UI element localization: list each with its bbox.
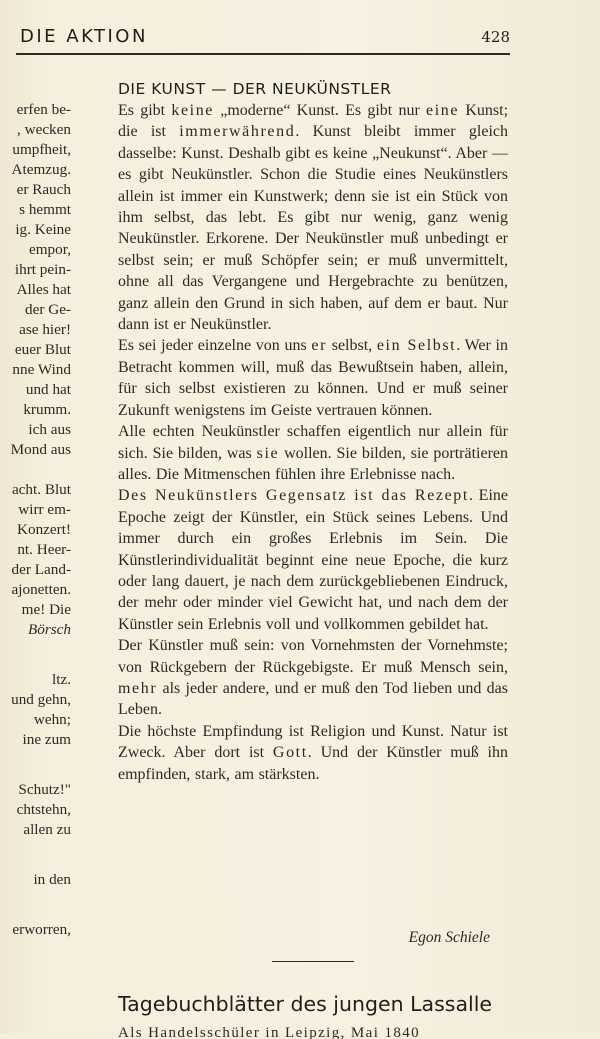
left-column-line: der Land- xyxy=(11,561,71,578)
left-column-line: krumm. xyxy=(23,401,71,418)
paragraph-text: Die höchste Empfindung ist Religion und Kunst. Natur ist Zweck. Aber dort ist xyxy=(118,722,508,762)
emphasized-text: ein Selbst xyxy=(376,337,457,355)
emphasized-text: keine xyxy=(171,102,215,119)
paragraph-text: Alle echten Neukünstler schaffen eigentlich nur allein für sich. Sie bilden, was xyxy=(118,423,508,462)
article-paragraph xyxy=(118,721,508,785)
article-paragraph xyxy=(118,485,508,635)
paragraph-text: Kunst; die ist xyxy=(118,102,509,141)
left-column-line: Atemzug. xyxy=(11,161,71,178)
journal-masthead: DIE AKTION xyxy=(20,26,148,47)
emphasized-text: Gott xyxy=(272,744,308,762)
left-column-line: ltz. xyxy=(52,671,71,688)
left-column-line: nt. Heer- xyxy=(17,541,71,558)
left-column-line: und gehn, xyxy=(11,691,71,708)
left-column-line: ine zum xyxy=(22,731,71,748)
next-article-first-line: Als Handelsschüler in Leipzig, Mai 1840 xyxy=(118,1025,421,1039)
left-column-line: ihrt pein- xyxy=(14,261,71,278)
left-column-line: Mond aus xyxy=(10,441,71,458)
left-column-line: nne Wind xyxy=(12,361,71,378)
left-column-line: euer Blut xyxy=(14,341,71,358)
paragraph-text: als jeder andere, und er muß den Tod lieben und das Leben. xyxy=(118,679,508,719)
left-column-line: und hat xyxy=(25,381,71,398)
article-paragraph xyxy=(118,635,508,721)
section-divider xyxy=(272,961,354,962)
paragraph-text: „moderne“ Kunst. Es gibt nur xyxy=(214,102,427,119)
paragraph-text: . Kunst bleibt immer gleich dasselbe: Kunst. Deshalb gibt es keine „Neukunst“. Aber — es gibt Neukünstler. Schon die Studie eines Neukünstlers allein ist immer ein Kunstwerk; denn sie ist ein Stück von ihm selbst, das lebt. Es gibt nur wenig, ganz wenig Neukünstler. Erkorene. Der Neukünstler muß unbedingt er selbst sein; er muß Schöpfer sein; er muß unvermittelt, ohne all das Vergangene und Hergebrachte zu benützen, ganz allein den Grund in sich haben, auf dem er baut. Nur dann ist er Neukünstler. xyxy=(118,123,508,334)
left-column-line: Schutz!" xyxy=(18,781,71,798)
left-column-line: , wecken xyxy=(17,121,71,138)
left-column-line: wehn; xyxy=(33,711,71,728)
left-column-line: acht. Blut xyxy=(11,481,71,498)
article-body xyxy=(118,100,508,785)
paragraph-text: wollen. Sie bilden, sie porträtieren alles. Die Mitmenschen fühlen ihre Erlebnisse nach. xyxy=(118,444,508,483)
paragraph-text: . Und der Künstler muß ihn empfinden, stark, am stärksten. xyxy=(118,744,508,783)
page-header xyxy=(16,22,510,54)
page-number: 428 xyxy=(481,28,510,46)
left-column-line: erworren, xyxy=(12,921,71,938)
left-column-line: ase hier! xyxy=(19,321,71,338)
article-title: DIE KUNST — DER NEUKÜNSTLER xyxy=(118,80,392,98)
left-column-line: erfen be- xyxy=(16,101,71,118)
left-column-line: Alles hat xyxy=(16,281,71,298)
emphasized-text: sie xyxy=(256,444,280,462)
left-column-fragment xyxy=(0,100,72,1000)
header-rule xyxy=(16,53,510,55)
paragraph-text: Der Künstler muß sein: von Vornehmsten der Vornehmste; von Rückgebern der Rückgebigste. Er muß Mensch sein, xyxy=(118,637,508,676)
emphasized-text: eine xyxy=(426,102,460,119)
left-column-line: ich aus xyxy=(28,421,71,438)
author-signature: Egon Schiele xyxy=(408,929,490,946)
left-column-line: ig. Keine xyxy=(15,221,71,238)
paragraph-text: selbst, xyxy=(327,337,377,355)
left-column-line: umpfheit, xyxy=(12,141,71,158)
paragraph-text: . Eine Epoche zeigt der Künstler, ein Stück seines Lebens. Und immer durch ein großes Erlebnis im Sein. Die Künstlerindividualität beginnt eine neue Epoche, die kurz oder lang dauert, je nach dem zurückgebliebenen Eindruck, der mehr oder minder viel Gewicht hat, und nach dem der Künstler sein Erlebnis voll und vollkommen gebildet hat. xyxy=(118,487,508,633)
left-column-line: allen zu xyxy=(23,821,71,838)
left-column-line: chtstehn, xyxy=(16,801,71,818)
next-article-title: Tagebuchblätter des jungen Lassalle xyxy=(118,992,493,1016)
left-column-line: in den xyxy=(33,871,71,888)
article-paragraph xyxy=(118,335,508,421)
left-column-line: Konzert! xyxy=(17,521,71,538)
emphasized-text: mehr xyxy=(118,679,158,697)
left-column-line: empor, xyxy=(29,241,71,258)
article-paragraph xyxy=(118,421,508,485)
left-column-line: er Rauch xyxy=(16,181,71,198)
left-column-line: Börsch xyxy=(27,621,71,638)
emphasized-text: er xyxy=(311,337,328,355)
paragraph-text: . Wer in Betracht kommen will, muß das Bewußtsein haben, allein, für sich selbst existieren zu können. Und er muß seiner Zukunft wenigstens im Geiste vertrauen können. xyxy=(118,337,508,419)
left-column-line: wirr em- xyxy=(18,501,71,518)
article-neukuenstler xyxy=(118,80,508,785)
paragraph-text: Es gibt xyxy=(118,102,172,119)
article-paragraph xyxy=(118,100,508,335)
emphasized-text: Des Neukünstlers Gegensatz ist das Rezept xyxy=(118,487,469,505)
left-column-line: ajonetten. xyxy=(11,581,71,598)
paragraph-text: Es sei jeder einzelne von uns xyxy=(118,337,312,355)
emphasized-text: immerwährend xyxy=(179,123,296,141)
left-column-line: me! Die xyxy=(21,601,71,618)
left-column-line: s hemmt xyxy=(19,201,71,218)
left-column-line: der Ge- xyxy=(25,301,71,318)
